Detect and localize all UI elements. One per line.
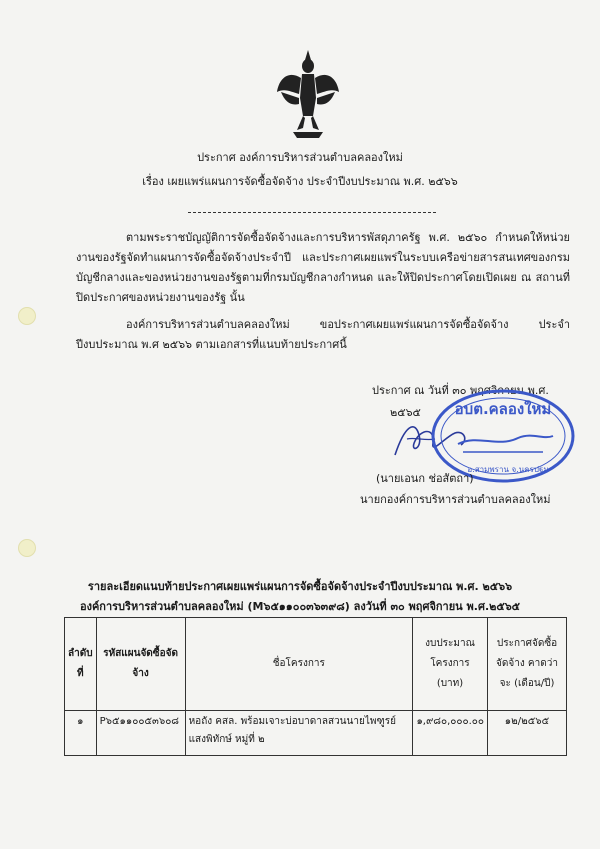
announcement-title: ประกาศ องค์การบริหารส่วนตำบลคลองใหม่	[197, 151, 403, 164]
header-no: ลำดับที่	[65, 618, 97, 711]
signer-name: (นายเอนก ช่อสัตถา)	[376, 472, 474, 485]
divider	[188, 212, 436, 213]
punch-hole-bottom	[18, 539, 36, 557]
header-project: ชื่อโครงการ	[185, 618, 412, 711]
cell-expected: ๑๒/๒๕๖๕	[488, 711, 567, 756]
table-row	[65, 711, 567, 756]
garuda-emblem	[275, 48, 341, 140]
table-header-row	[65, 618, 567, 711]
announce-year: ๒๕๖๕	[390, 406, 421, 419]
plan-table	[64, 617, 567, 756]
stamp-text: อบต.คลองใหม่	[454, 400, 552, 418]
cell-no: ๑	[65, 711, 97, 756]
header-plan-id: รหัสแผนจัดซื้อจัดจ้าง	[96, 618, 185, 711]
stamp-bottom-text: อ.สามพราน จ.นครปฐม	[467, 465, 549, 474]
punch-hole-top	[18, 307, 36, 325]
detail-title: รายละเอียดแนบท้ายประกาศเผยแพร่แผนการจัดซื้อจัดจ้างประจำปีงบประมาณ พ.ศ. ๒๕๖๖	[87, 580, 513, 593]
cell-plan-id: P๖๕๑๑๐๐๕๓๖๐๘	[96, 711, 185, 756]
header-budget: งบประมาณโครงการ (บาท)	[413, 618, 488, 711]
announce-date: ประกาศ ณ วันที่ ๓๐ พฤศจิกายน พ.ศ.	[372, 384, 549, 397]
signer-position: นายกองค์การบริหารส่วนตำบลคลองใหม่	[360, 493, 551, 506]
detail-subtitle: องค์การบริหารส่วนตำบลคลองใหม่ (M๖๕๑๑๐๐๓๖๓๙๘) ลงวันที่ ๓๐ พฤศจิกายน พ.ศ.๒๕๖๕	[79, 600, 521, 613]
header-expected: ประกาศจัดซื้อจัดจ้าง คาดว่าจะ (เดือน/ปี)	[488, 618, 567, 711]
paragraph-1: ตามพระราชบัญญัติการจัดซื้อจัดจ้างและการบริหารพัสดุภาครัฐ พ.ศ. ๒๕๖๐ กำหนดให้หน่วยงานของรัฐจัดทำแผนการจัดซื้อจัดจ้างประจำปี และประกาศเผยแพร่ในระบบเครือข่ายสารสนเทศของกรมบัญชีกลางและของหน่วยงานของรัฐตามที่กรมบัญชีกลางกำหนด และให้ปิดประกาศโดยเปิดเผย ณ สถานที่ปิดประกาศของหน่วยงานของรัฐ นั้น	[76, 231, 570, 304]
cell-budget: ๑,๙๘๐,๐๐๐.๐๐	[413, 711, 488, 756]
cell-project: หอถัง คสล. พร้อมเจาะบ่อบาดาลสวนนายไพฑูรย์ แสงพิทักษ์ หมู่ที่ ๒	[185, 711, 412, 756]
announcement-subject: เรื่อง เผยแพร่แผนการจัดซื้อจัดจ้าง ประจำปีงบประมาณ พ.ศ. ๒๕๖๖	[142, 175, 458, 188]
paragraph-2: องค์การบริหารส่วนตำบลคลองใหม่ ขอประกาศเผยแพร่แผนการจัดซื้อจัดจ้าง ประจำปีงบประมาณ พ.ศ ๒๕๖๖ ตามเอกสารที่แนบท้ายประกาศนี้	[76, 318, 570, 351]
